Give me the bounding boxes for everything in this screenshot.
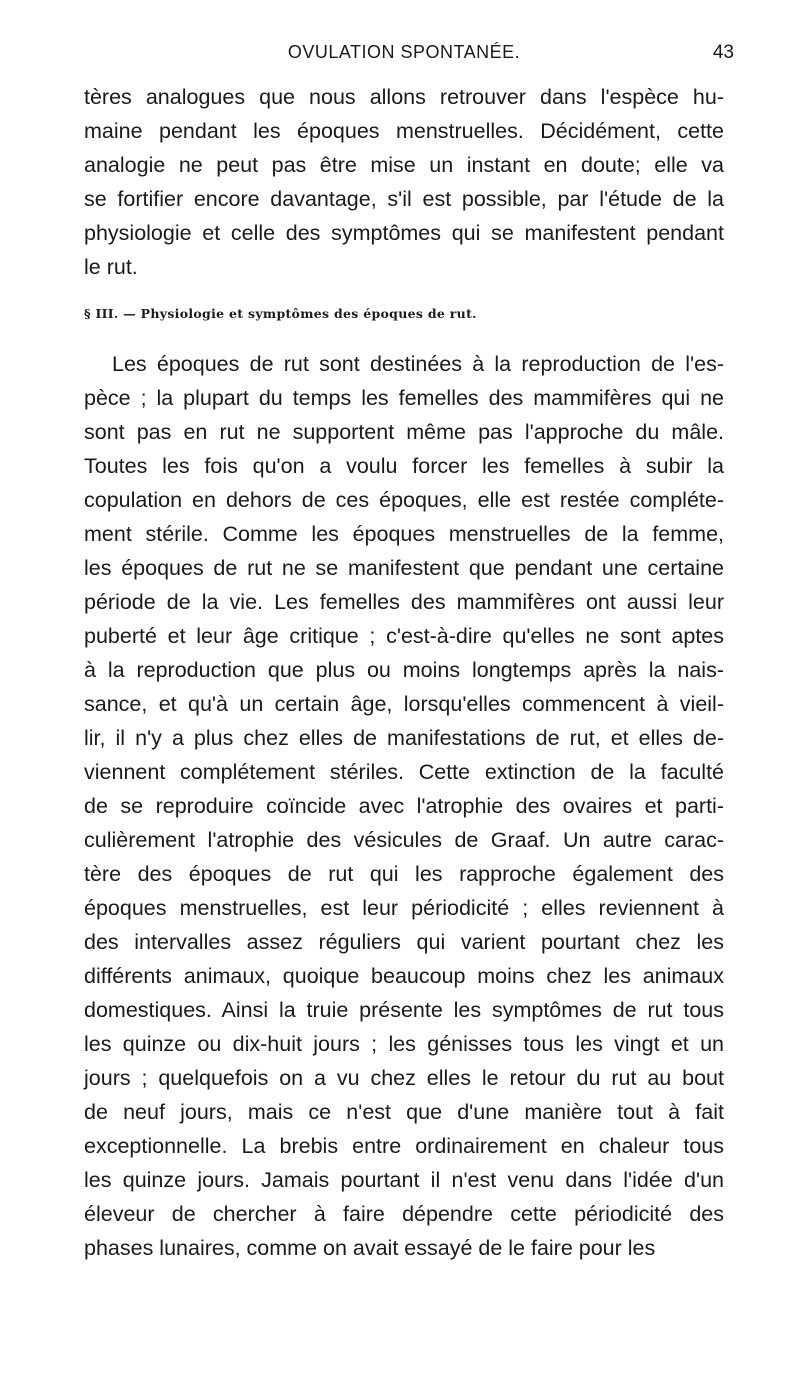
text-line: tères analogues que nous allons retrouver dans l'espèce hu-: [84, 85, 724, 109]
text-line: Les époques de rut sont destinées à la reproduction de l'es-: [112, 352, 724, 376]
text-line: puberté et leur âge critique ; c'est-à-dire qu'elles ne sont aptes: [84, 624, 724, 648]
text-line: maine pendant les époques menstruelles. Décidément, cette: [84, 119, 724, 143]
running-title: OVULATION SPONTANÉE.: [287, 42, 521, 62]
section-heading: § III. — Physiologie et symptômes des époques de rut.: [84, 306, 477, 321]
text-line: sance, et qu'à un certain âge, lorsqu'elles commencent à vieil-: [84, 692, 724, 716]
text-line: de neuf jours, mais ce n'est que d'une manière tout à fait: [84, 1100, 724, 1124]
paragraph-main: [84, 347, 724, 1265]
text-line: les époques de rut ne se manifestent que pendant une certaine: [84, 556, 724, 580]
text-line: éleveur de chercher à faire dépendre cette périodicité des: [84, 1202, 724, 1226]
running-head: [84, 36, 734, 70]
text-line: les quinze ou dix-huit jours ; les génisses tous les vingt et un: [84, 1032, 724, 1056]
text-line: des intervalles assez réguliers qui varient pourtant chez les: [84, 930, 724, 954]
text-line: Toutes les fois qu'on a voulu forcer les femelles à subir la: [84, 454, 724, 478]
text-line: ment stérile. Comme les époques menstruelles de la femme,: [84, 522, 724, 546]
text-line: domestiques. Ainsi la truie présente les symptômes de rut tous: [84, 998, 724, 1022]
text-line: viennent complétement stériles. Cette extinction de la faculté: [84, 760, 724, 784]
text-line: les quinze jours. Jamais pourtant il n'est venu dans l'idée d'un: [84, 1168, 724, 1192]
text-line: différents animaux, quoique beaucoup moins chez les animaux: [84, 964, 724, 988]
text-line: jours ; quelquefois on a vu chez elles le retour du rut au bout: [84, 1066, 724, 1090]
text-line: copulation en dehors de ces époques, elle est restée compléte-: [84, 488, 724, 512]
paragraph-continuation: [84, 80, 724, 284]
text-line: analogie ne peut pas être mise un instant en doute; elle va: [84, 153, 724, 177]
text-line: sont pas en rut ne supportent même pas l'approche du mâle.: [84, 420, 724, 444]
text-line: le rut.: [84, 255, 138, 279]
text-line: physiologie et celle des symptômes qui se manifestent pendant: [84, 221, 724, 245]
text-line: pèce ; la plupart du temps les femelles des mammifères qui ne: [84, 386, 724, 410]
book-page: [84, 36, 734, 1265]
page-number: 43: [712, 42, 734, 63]
text-line: période de la vie. Les femelles des mammifères ont aussi leur: [84, 590, 724, 614]
text-line: phases lunaires, comme on avait essayé de le faire pour les: [84, 1236, 656, 1260]
text-line: culièrement l'atrophie des vésicules de Graaf. Un autre carac-: [84, 828, 724, 852]
text-line: se fortifier encore davantage, s'il est possible, par l'étude de la: [84, 187, 724, 211]
text-line: époques menstruelles, est leur périodicité ; elles reviennent à: [84, 896, 724, 920]
text-line: de se reproduire coïncide avec l'atrophie des ovaires et parti-: [84, 794, 724, 818]
text-line: exceptionnelle. La brebis entre ordinairement en chaleur tous: [84, 1134, 724, 1158]
text-line: lir, il n'y a plus chez elles de manifestations de rut, et elles de-: [84, 726, 724, 750]
text-line: à la reproduction que plus ou moins longtemps après la nais-: [84, 658, 724, 682]
text-line: tère des époques de rut qui les rapproche également des: [84, 862, 724, 886]
